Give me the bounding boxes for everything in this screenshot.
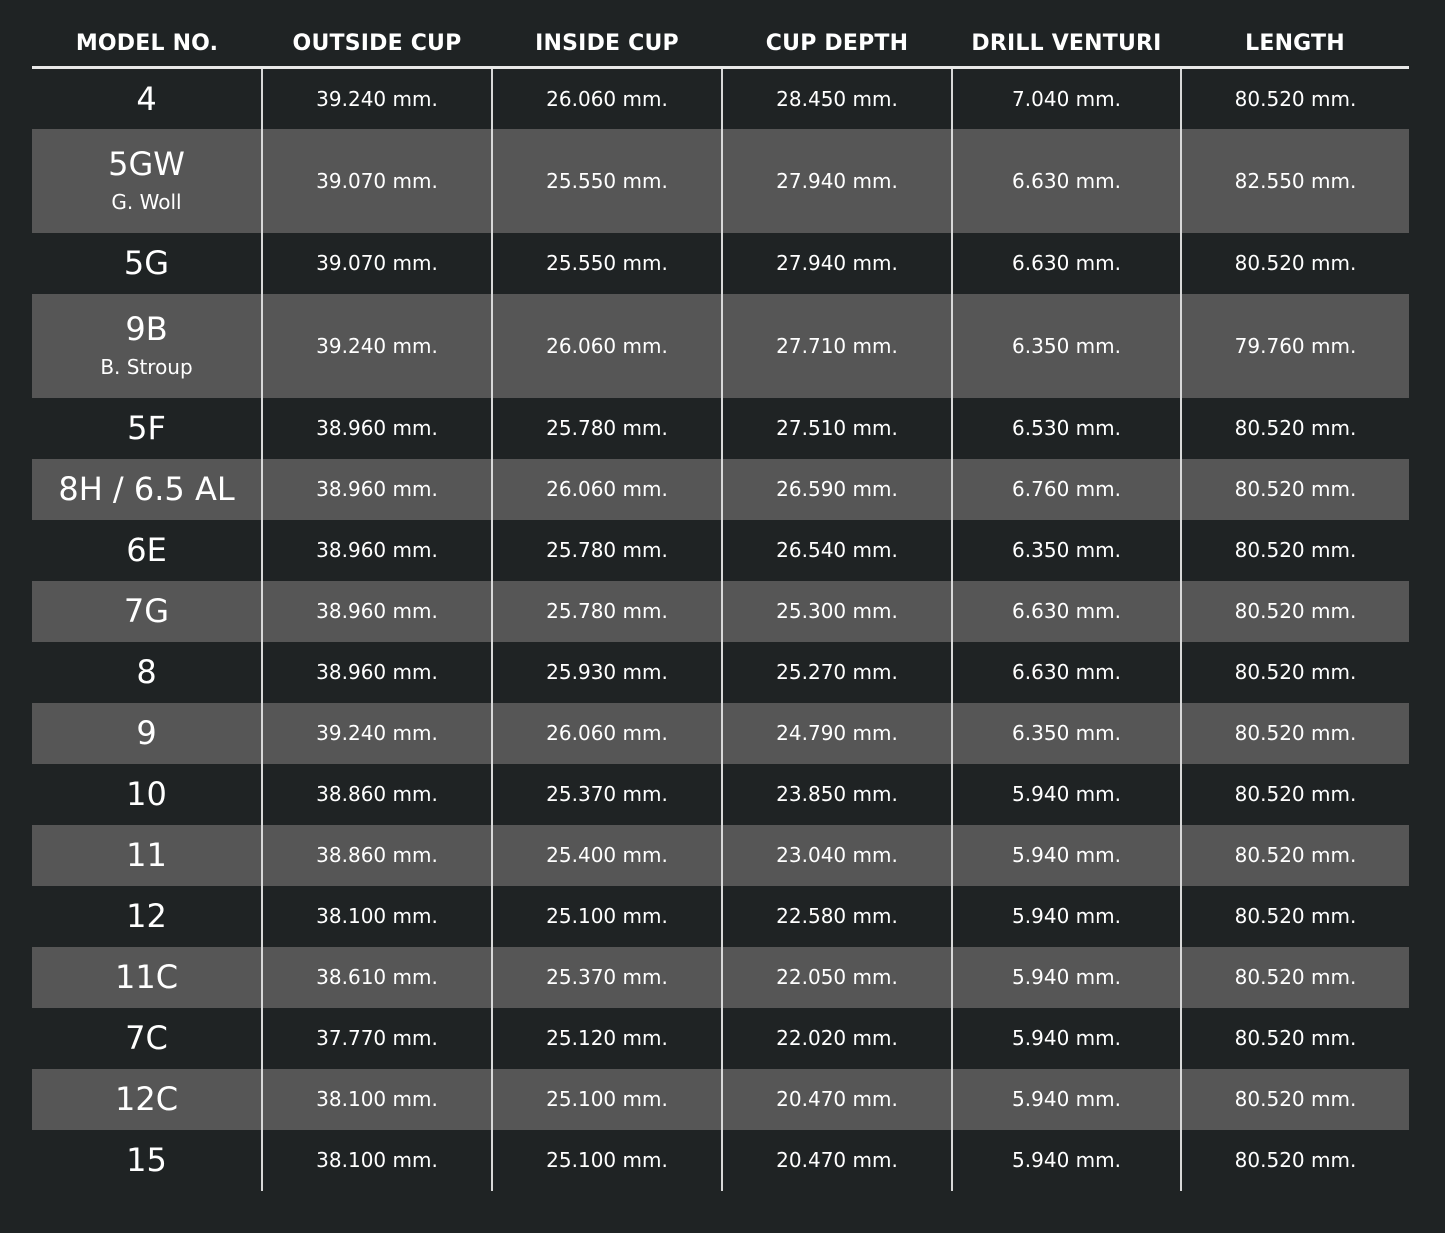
model-cell — [32, 398, 262, 459]
cup-depth-cell: 22.050 mm. — [722, 947, 952, 1008]
inside-cup-cell: 25.780 mm. — [492, 520, 722, 581]
outside-cup-cell: 39.240 mm. — [262, 703, 492, 764]
model-number: 7C — [125, 1019, 168, 1057]
outside-cup-cell: 39.240 mm. — [262, 68, 492, 129]
length-cell: 80.520 mm. — [1234, 251, 1357, 275]
model-cell — [32, 642, 262, 703]
inside-cup-cell: 25.550 mm. — [492, 233, 722, 294]
outside-cup-cell: 38.960 mm. — [262, 398, 492, 459]
inside-cup-cell: 25.100 mm. — [492, 1069, 722, 1130]
drill-venturi-cell: 6.760 mm. — [952, 459, 1181, 520]
length-cell: 79.760 mm. — [1181, 294, 1409, 398]
model-cell — [32, 233, 262, 294]
model-cell — [32, 947, 262, 1008]
header-inside-cup: INSIDE CUP — [492, 20, 722, 68]
outside-cup-cell: 38.860 mm. — [262, 825, 492, 886]
outside-cup-cell: 38.100 mm. — [262, 1069, 492, 1130]
cup-depth-cell: 27.710 mm. — [722, 294, 952, 398]
model-cell — [32, 459, 262, 520]
model-cell — [32, 703, 262, 764]
model-cell — [32, 129, 262, 233]
model-number: 8 — [136, 653, 157, 691]
header-model-no: MODEL NO. — [32, 20, 262, 68]
mouthpiece-spec-table — [32, 20, 1409, 1191]
model-cell — [32, 825, 262, 886]
outside-cup-cell: 38.860 mm. — [262, 764, 492, 825]
outside-cup-cell: 38.960 mm. — [262, 459, 492, 520]
table-row — [32, 703, 1409, 764]
spec-table-container — [32, 20, 1409, 1191]
drill-venturi-cell: 5.940 mm. — [952, 886, 1181, 947]
outside-cup-cell: 39.070 mm. — [262, 129, 492, 233]
drill-venturi-cell: 5.940 mm. — [952, 1130, 1181, 1191]
outside-cup-cell: 37.770 mm. — [262, 1008, 492, 1069]
model-number: 7G — [123, 592, 170, 630]
cup-depth-cell: 25.270 mm. — [722, 642, 952, 703]
length-cell: 80.520 mm. — [1234, 782, 1357, 806]
inside-cup-cell: 25.120 mm. — [492, 1008, 722, 1069]
length-cell: 80.520 mm. — [1234, 660, 1357, 684]
model-cell — [32, 1008, 262, 1069]
cup-depth-cell: 27.940 mm. — [722, 129, 952, 233]
model-cell — [32, 1130, 262, 1191]
model-designer: G. Woll — [111, 189, 182, 214]
cup-depth-cell: 27.940 mm. — [722, 233, 952, 294]
drill-venturi-cell: 5.940 mm. — [952, 825, 1181, 886]
model-number: 9 — [136, 714, 157, 752]
cup-depth-cell: 23.850 mm. — [722, 764, 952, 825]
outside-cup-cell: 39.070 mm. — [262, 233, 492, 294]
model-number: 5GW — [108, 144, 185, 183]
model-cell — [32, 581, 262, 642]
length-cell: 80.520 mm. — [1234, 1026, 1357, 1050]
table-row — [32, 129, 1409, 233]
table-row — [32, 642, 1409, 703]
inside-cup-cell: 26.060 mm. — [492, 459, 722, 520]
table-row — [32, 1008, 1409, 1069]
table-row — [32, 1069, 1409, 1130]
inside-cup-cell: 25.100 mm. — [492, 886, 722, 947]
model-cell — [32, 1069, 262, 1130]
drill-venturi-cell: 5.940 mm. — [952, 764, 1181, 825]
drill-venturi-cell: 6.630 mm. — [952, 642, 1181, 703]
header-drill-venturi: DRILL VENTURI — [952, 20, 1181, 68]
table-header — [32, 20, 1409, 68]
model-number: 10 — [126, 775, 167, 813]
drill-venturi-cell: 6.350 mm. — [952, 703, 1181, 764]
length-cell: 82.550 mm. — [1181, 129, 1409, 233]
inside-cup-cell: 25.550 mm. — [492, 129, 722, 233]
model-number: 12 — [126, 897, 167, 935]
inside-cup-cell: 25.780 mm. — [492, 398, 722, 459]
length-cell: 80.520 mm. — [1234, 1148, 1357, 1172]
cup-depth-cell: 26.540 mm. — [722, 520, 952, 581]
model-number: 12C — [114, 1080, 179, 1118]
drill-venturi-cell: 6.630 mm. — [952, 581, 1181, 642]
table-row — [32, 947, 1409, 1008]
table-row — [32, 1130, 1409, 1191]
drill-venturi-cell: 6.530 mm. — [952, 398, 1181, 459]
table-row — [32, 581, 1409, 642]
cup-depth-cell: 22.020 mm. — [722, 1008, 952, 1069]
cup-depth-cell: 28.450 mm. — [722, 68, 952, 129]
header-outside-cup: OUTSIDE CUP — [262, 20, 492, 68]
model-cell — [32, 294, 262, 398]
cup-depth-cell: 25.300 mm. — [722, 581, 952, 642]
model-number: 6E — [126, 531, 167, 569]
table-row — [32, 233, 1409, 294]
cup-depth-cell: 20.470 mm. — [722, 1069, 952, 1130]
outside-cup-cell: 38.100 mm. — [262, 1130, 492, 1191]
inside-cup-cell: 25.930 mm. — [492, 642, 722, 703]
drill-venturi-cell: 6.630 mm. — [952, 129, 1181, 233]
cup-depth-cell: 20.470 mm. — [722, 1130, 952, 1191]
inside-cup-cell: 26.060 mm. — [492, 703, 722, 764]
outside-cup-cell: 38.100 mm. — [262, 886, 492, 947]
inside-cup-cell: 25.370 mm. — [492, 947, 722, 1008]
table-row — [32, 398, 1409, 459]
cup-depth-cell: 23.040 mm. — [722, 825, 952, 886]
cup-depth-cell: 26.590 mm. — [722, 459, 952, 520]
cup-depth-cell: 22.580 mm. — [722, 886, 952, 947]
model-number: 11 — [126, 836, 167, 874]
table-row — [32, 68, 1409, 129]
inside-cup-cell: 26.060 mm. — [492, 68, 722, 129]
inside-cup-cell: 25.780 mm. — [492, 581, 722, 642]
table-row — [32, 764, 1409, 825]
table-body — [32, 68, 1409, 1191]
length-cell: 80.520 mm. — [1181, 825, 1409, 886]
model-cell — [32, 886, 262, 947]
outside-cup-cell: 38.960 mm. — [262, 520, 492, 581]
header-length: LENGTH — [1181, 20, 1409, 68]
length-cell: 80.520 mm. — [1234, 538, 1357, 562]
drill-venturi-cell: 5.940 mm. — [952, 1008, 1181, 1069]
outside-cup-cell: 38.960 mm. — [262, 642, 492, 703]
model-number: 11C — [114, 958, 179, 996]
model-cell — [32, 520, 262, 581]
table-row — [32, 520, 1409, 581]
drill-venturi-cell: 6.350 mm. — [952, 520, 1181, 581]
model-cell — [32, 764, 262, 825]
length-cell: 80.520 mm. — [1181, 947, 1409, 1008]
inside-cup-cell: 25.400 mm. — [492, 825, 722, 886]
drill-venturi-cell: 5.940 mm. — [952, 947, 1181, 1008]
table-row — [32, 294, 1409, 398]
table-row — [32, 825, 1409, 886]
drill-venturi-cell: 6.350 mm. — [952, 294, 1181, 398]
model-cell — [32, 68, 262, 129]
outside-cup-cell: 38.610 mm. — [262, 947, 492, 1008]
model-number: 5G — [123, 244, 170, 282]
model-number: 5F — [127, 409, 166, 447]
length-cell: 80.520 mm. — [1181, 459, 1409, 520]
length-cell: 80.520 mm. — [1234, 416, 1357, 440]
table-row — [32, 459, 1409, 520]
inside-cup-cell: 25.100 mm. — [492, 1130, 722, 1191]
cup-depth-cell: 24.790 mm. — [722, 703, 952, 764]
length-cell: 80.520 mm. — [1181, 581, 1409, 642]
model-number: 4 — [136, 79, 157, 118]
outside-cup-cell: 38.960 mm. — [262, 581, 492, 642]
drill-venturi-cell: 6.630 mm. — [952, 233, 1181, 294]
model-number: 15 — [126, 1141, 167, 1179]
header-row — [32, 20, 1409, 68]
header-cup-depth: CUP DEPTH — [722, 20, 952, 68]
cup-depth-cell: 27.510 mm. — [722, 398, 952, 459]
drill-venturi-cell: 7.040 mm. — [952, 68, 1181, 129]
drill-venturi-cell: 5.940 mm. — [952, 1069, 1181, 1130]
length-cell: 80.520 mm. — [1181, 1069, 1409, 1130]
model-designer: B. Stroup — [100, 354, 193, 379]
model-number: 9B — [125, 309, 168, 348]
length-cell: 80.520 mm. — [1181, 703, 1409, 764]
length-cell: 80.520 mm. — [1234, 904, 1357, 928]
inside-cup-cell: 26.060 mm. — [492, 294, 722, 398]
outside-cup-cell: 39.240 mm. — [262, 294, 492, 398]
model-number: 8H / 6.5 AL — [58, 470, 235, 508]
table-row — [32, 886, 1409, 947]
length-cell: 80.520 mm. — [1234, 86, 1357, 111]
inside-cup-cell: 25.370 mm. — [492, 764, 722, 825]
